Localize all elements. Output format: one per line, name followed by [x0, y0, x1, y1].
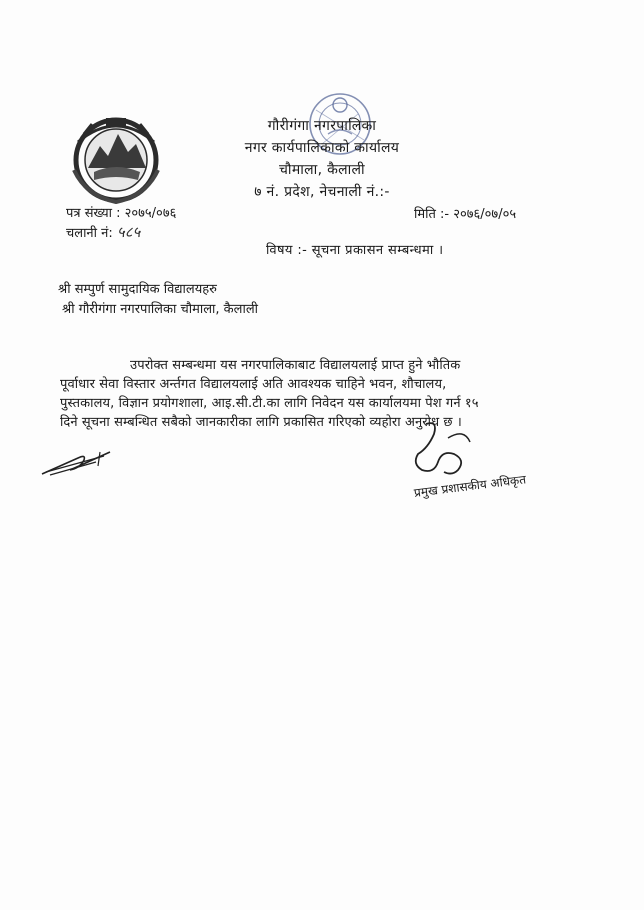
addressee-block	[58, 280, 258, 320]
reference-block	[66, 204, 176, 243]
left-signature-icon	[40, 448, 114, 478]
right-signature-icon	[408, 418, 474, 480]
patra-sankhya: पत्र संख्या : २०७५/०७६	[66, 206, 177, 221]
body-line: पूर्वाधार सेवा विस्तार अर्न्तगत विद्यालयलाई अति आवश्यक चाहिने भवन, शौचालय,	[60, 377, 447, 392]
signatory-designation: प्रमुख प्रशासकीय अधिकृत	[413, 472, 527, 500]
letter-date: मिति :- २०७६/०७/०५	[414, 207, 517, 222]
body-line: पुस्तकालय, विज्ञान प्रयोगशाला, आइ.सी.टी.का लागि निवेदन यस कार्यालयमा पेश गर्न १५	[60, 396, 479, 411]
body-line: दिने सूचना सम्बन्धित सबैको जानकारीका लागि प्रकासित गरिएको व्यहोरा अनुरोध छ ।	[60, 415, 462, 430]
municipality-name: गौरीगंगा नगरपालिका	[267, 118, 377, 134]
addressee-line: श्री गौरीगंगा नगरपालिका चौमाला, कैलाली	[62, 302, 259, 317]
office-location: चौमाला, कैलाली	[279, 162, 365, 178]
chalani-line	[66, 223, 176, 243]
office-name: नगर कार्यपालिकाको कार्यालय	[244, 140, 400, 156]
chalani-handwritten-number: ५८५	[116, 223, 141, 241]
province-line: ७ नं. प्रदेश, नेचनाली नं.:-	[254, 184, 390, 200]
subject-line: विषय :- सूचना प्रकासन सम्बन्धमा ।	[266, 243, 444, 258]
addressee-line: श्री सम्पुर्ण सामुदायिक विद्यालयहरु	[58, 282, 217, 297]
body-line: उपरोक्त सम्बन्धमा यस नगरपालिकाबाट विद्यालयलाई प्राप्त हुने भौतिक	[130, 358, 461, 373]
body-paragraph	[60, 356, 560, 432]
chalani-label: चलानी नं:	[66, 226, 113, 241]
